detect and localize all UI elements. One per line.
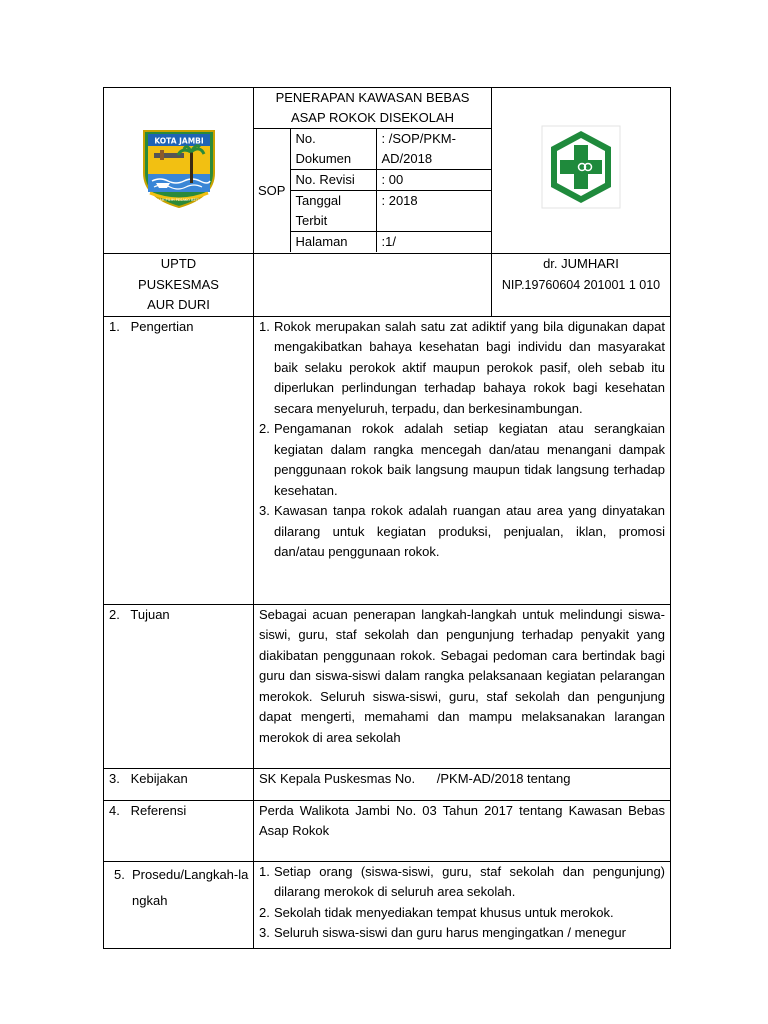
section-number: 2.	[109, 606, 120, 622]
section-number: 1.	[109, 318, 120, 334]
meta-key: Tanggal Terbit	[290, 191, 376, 232]
item-text: Seluruh siswa-siswi dan guru harus mengingatkan / menegur	[274, 925, 626, 940]
item-number: 1.	[259, 318, 270, 334]
document-title: PENERAPAN KAWASAN BEBAS ASAP ROKOK DISEKOLAH	[275, 90, 470, 125]
section-number: 3.	[109, 770, 120, 786]
item-text: Rokok merupakan salah satu zat adiktif yang bila digunakan dapat mengakibatkan bahaya kesehatan bagi individu dan masyarakat baik selaku perokok aktif maupun perokok pasif, oleh sebab itu diperlukan perlindungan terhadap bahaya rokok bagi kesehatan secara menyeluruh, terpadu, dan berkesinambungan.	[274, 318, 665, 416]
item-text: Sekolah tidak menyediakan tempat khusus untuk merokok.	[274, 904, 614, 920]
head-nip: NIP.19760604 201001 1 010	[501, 277, 661, 292]
meta-value: : 2018	[376, 191, 491, 232]
title-cell	[254, 88, 492, 254]
empty-cell	[254, 254, 492, 317]
list-item	[259, 862, 665, 903]
item-number: 2.	[259, 904, 270, 920]
meta-key: Halaman	[290, 232, 376, 253]
meta-value: : /SOP/PKM-AD/2018	[376, 129, 491, 170]
puskesmas-cross-icon	[541, 125, 621, 209]
item-text: Kawasan tanpa rokok adalah ruangan atau area yang dinyatakan dilarang untuk kegiatan produksi, penjualan, iklan, promosi dan/atau penggunaan rokok.	[274, 503, 665, 559]
section-label-pengertian	[104, 316, 254, 604]
item-number: 3.	[259, 925, 270, 940]
section-label: Kebijakan	[130, 770, 188, 786]
list-item	[259, 501, 665, 563]
logo-text: KOTA JAMBI	[153, 136, 204, 146]
document-meta-table	[254, 128, 491, 252]
item-text: Pengamanan rokok adalah setiap kegiatan atau serangkaian kegiatan dalam rangka mencegah dan/atau menangani dampak penggunaan rokok baik langsung maupun tidak langsung terhadap kesehatan.	[274, 421, 665, 498]
item-text: Setiap orang (siswa-siswi, guru, staf sekolah dan pengunjung) dilarang merokok di seluruh area sekolah.	[274, 863, 665, 899]
city-logo-cell	[104, 88, 254, 254]
sop-table	[103, 87, 671, 949]
section-label: Tujuan	[130, 606, 170, 622]
kota-jambi-logo-icon	[140, 125, 218, 209]
section-content-prosedur	[254, 861, 671, 948]
list-item	[259, 923, 665, 944]
section-label: Pengertian	[130, 318, 194, 334]
section-number: 5.	[114, 866, 125, 882]
list-item	[259, 317, 665, 420]
item-number: 1.	[259, 863, 270, 879]
head-name: dr. JUMHARI	[543, 256, 619, 271]
list-item	[259, 903, 665, 924]
meta-value: :1/	[376, 232, 491, 253]
meta-key: No. Revisi	[290, 170, 376, 191]
section-label-prosedur	[104, 861, 254, 948]
section-content-referensi: Perda Walikota Jambi No. 03 Tahun 2017 tentang Kawasan Bebas Asap Rokok	[254, 800, 671, 861]
section-content-pengertian	[254, 316, 671, 604]
section-label-kebijakan	[104, 768, 254, 800]
section-label: Referensi	[130, 802, 187, 818]
section-content-tujuan: Sebagai acuan penerapan langkah-langkah untuk melindungi siswa-siswi, guru, staf sekolah dan pengunjung terhadap penyakit yang diakibatan penggunaan rokok. Sebagai pedoman cara bertindak bagi guru dan siswa-siswi dalam rangka pelaksanaan kegiatan pelarangan merokok. Seluruh siswa-siswi, guru, staf sekolah dan pengunjung dapat mengerti, memahami dan mampu melaksanakan larangan merokok di area sekolah	[254, 604, 671, 768]
sop-label: SOP	[254, 129, 290, 253]
list-item	[259, 419, 665, 501]
item-number: 2.	[259, 421, 270, 436]
section-label: Prosedu/Langkah-langkah	[132, 866, 249, 908]
logo-motto: TANAH PILIH PESAKO BETUAH	[151, 198, 206, 203]
section-label-referensi	[104, 800, 254, 861]
item-number: 3.	[259, 503, 270, 518]
meta-value: : 00	[376, 170, 491, 191]
meta-key: No. Dokumen	[290, 129, 376, 170]
health-logo-cell	[492, 88, 671, 254]
head-signature-cell	[492, 254, 671, 317]
section-content-kebijakan: SK Kepala Puskesmas No. /PKM-AD/2018 tentang	[254, 768, 671, 800]
section-label-tujuan	[104, 604, 254, 768]
institution-name: UPTD PUSKESMAS AUR DURI	[104, 254, 254, 317]
section-number: 4.	[109, 802, 120, 818]
